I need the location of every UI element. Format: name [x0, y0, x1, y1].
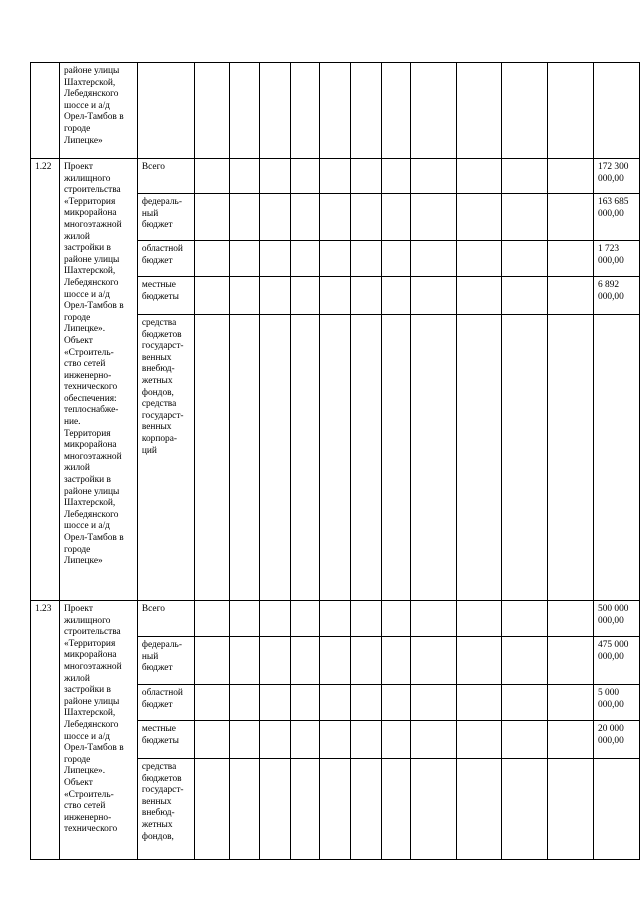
value-cell [502, 241, 548, 277]
table-row [31, 601, 640, 637]
value-cell [291, 637, 320, 685]
value-cell [548, 277, 594, 315]
value-cell [320, 601, 351, 637]
value-cell [194, 759, 229, 860]
value-cell [320, 63, 351, 159]
value-cell [259, 601, 291, 637]
value-cell [229, 63, 259, 159]
value-cell [382, 63, 411, 159]
value-cell [456, 759, 502, 860]
value-cell [259, 194, 291, 241]
value-cell [456, 277, 502, 315]
value-cell [291, 277, 320, 315]
value-cell [291, 241, 320, 277]
source-cell: федераль- ный бюджет [137, 637, 194, 685]
value-cell [320, 194, 351, 241]
value-cell [320, 315, 351, 601]
value-cell [351, 63, 382, 159]
total-cell: 6 892 000,00 [594, 277, 640, 315]
source-cell: местные бюджеты [137, 277, 194, 315]
value-cell [291, 721, 320, 759]
value-cell [410, 63, 456, 159]
value-cell [259, 721, 291, 759]
value-cell [291, 194, 320, 241]
financing-table [30, 62, 640, 860]
source-cell: областной бюджет [137, 241, 194, 277]
source-cell: областной бюджет [137, 685, 194, 721]
value-cell [548, 194, 594, 241]
value-cell [194, 601, 229, 637]
value-cell [229, 721, 259, 759]
value-cell [456, 159, 502, 194]
source-cell: Всего [137, 601, 194, 637]
value-cell [229, 601, 259, 637]
value-cell [548, 315, 594, 601]
value-cell [320, 685, 351, 721]
value-cell [291, 159, 320, 194]
value-cell [259, 277, 291, 315]
value-cell [382, 759, 411, 860]
total-cell: 1 723 000,00 [594, 241, 640, 277]
value-cell [456, 685, 502, 721]
value-cell [456, 241, 502, 277]
value-cell [382, 159, 411, 194]
row-number-cell: 1.23 [31, 601, 60, 860]
value-cell [382, 315, 411, 601]
value-cell [456, 194, 502, 241]
value-cell [410, 721, 456, 759]
value-cell [502, 194, 548, 241]
value-cell [259, 63, 291, 159]
value-cell [291, 601, 320, 637]
value-cell [320, 159, 351, 194]
source-cell: Всего [137, 159, 194, 194]
source-cell: федераль- ный бюджет [137, 194, 194, 241]
value-cell [410, 241, 456, 277]
total-cell: 163 685 000,00 [594, 194, 640, 241]
value-cell [351, 721, 382, 759]
value-cell [410, 759, 456, 860]
row-number-cell: 1.22 [31, 159, 60, 601]
value-cell [548, 601, 594, 637]
value-cell [502, 601, 548, 637]
total-cell [594, 315, 640, 601]
value-cell [194, 194, 229, 241]
value-cell [229, 159, 259, 194]
value-cell [502, 315, 548, 601]
value-cell [502, 685, 548, 721]
value-cell [548, 685, 594, 721]
value-cell [548, 721, 594, 759]
value-cell [502, 63, 548, 159]
value-cell [502, 721, 548, 759]
value-cell [548, 637, 594, 685]
value-cell [382, 685, 411, 721]
value-cell [382, 721, 411, 759]
value-cell [410, 601, 456, 637]
source-cell: местные бюджеты [137, 721, 194, 759]
value-cell [194, 637, 229, 685]
value-cell [382, 277, 411, 315]
value-cell [229, 277, 259, 315]
value-cell [548, 63, 594, 159]
project-title-cell: районе улицы Шахтерской, Лебедянского шоссе и а/д Орел-Тамбов в городе Липецке» [59, 63, 137, 159]
value-cell [410, 637, 456, 685]
total-cell: 5 000 000,00 [594, 685, 640, 721]
value-cell [291, 315, 320, 601]
value-cell [351, 685, 382, 721]
value-cell [351, 241, 382, 277]
value-cell [410, 685, 456, 721]
value-cell [259, 315, 291, 601]
value-cell [502, 277, 548, 315]
value-cell [229, 759, 259, 860]
value-cell [229, 637, 259, 685]
value-cell [320, 637, 351, 685]
project-title-cell: Проект жилищного строительства «Территория микрорайона многоэтажной жилой застройки в районе улицы Шахтерской, Лебедянского шоссе и а/д Орел-Тамбов в городе Липецке». Объект «Строитель- ство сетей инженерно- технического обеспечения: теплоснабже- ние. Территория микрорайона многоэтажной жилой застройки в районе улицы Шахтерской, Лебедянского шоссе и а/д Орел-Тамбов в городе Липецке» [59, 159, 137, 601]
value-cell [548, 759, 594, 860]
value-cell [382, 601, 411, 637]
value-cell [229, 194, 259, 241]
value-cell [456, 315, 502, 601]
value-cell [291, 63, 320, 159]
value-cell [382, 194, 411, 241]
value-cell [194, 241, 229, 277]
total-cell: 20 000 000,00 [594, 721, 640, 759]
value-cell [291, 685, 320, 721]
value-cell [259, 159, 291, 194]
value-cell [320, 277, 351, 315]
value-cell [456, 63, 502, 159]
value-cell [410, 315, 456, 601]
table-row [31, 159, 640, 194]
value-cell [351, 159, 382, 194]
source-cell: средства бюджетов государст- венных внебюд- жетных фондов, средства государст- венных корпора- ций [137, 315, 194, 601]
value-cell [194, 159, 229, 194]
source-cell [137, 63, 194, 159]
value-cell [229, 685, 259, 721]
value-cell [456, 601, 502, 637]
value-cell [351, 194, 382, 241]
value-cell [259, 759, 291, 860]
total-cell: 475 000 000,00 [594, 637, 640, 685]
value-cell [194, 721, 229, 759]
total-cell [594, 63, 640, 159]
total-cell [594, 759, 640, 860]
value-cell [548, 159, 594, 194]
row-number-cell [31, 63, 60, 159]
value-cell [320, 759, 351, 860]
value-cell [229, 241, 259, 277]
value-cell [502, 759, 548, 860]
value-cell [194, 685, 229, 721]
value-cell [229, 315, 259, 601]
value-cell [194, 277, 229, 315]
value-cell [259, 241, 291, 277]
value-cell [351, 601, 382, 637]
value-cell [351, 759, 382, 860]
value-cell [320, 241, 351, 277]
source-cell: средства бюджетов государст- венных внебюд- жетных фондов, [137, 759, 194, 860]
total-cell: 500 000 000,00 [594, 601, 640, 637]
value-cell [410, 194, 456, 241]
value-cell [502, 637, 548, 685]
value-cell [382, 637, 411, 685]
table-row-continuation [31, 63, 640, 159]
value-cell [351, 637, 382, 685]
value-cell [456, 721, 502, 759]
value-cell [291, 759, 320, 860]
value-cell [456, 637, 502, 685]
value-cell [410, 159, 456, 194]
project-title-cell: Проект жилищного строительства «Территория микрорайона многоэтажной жилой застройки в районе улицы Шахтерской, Лебедянского шоссе и а/д Орел-Тамбов в городе Липецке». Объект «Строитель- ство сетей инженерно- технического [59, 601, 137, 860]
total-cell: 172 300 000,00 [594, 159, 640, 194]
value-cell [351, 277, 382, 315]
value-cell [548, 241, 594, 277]
value-cell [259, 637, 291, 685]
value-cell [351, 315, 382, 601]
value-cell [259, 685, 291, 721]
value-cell [382, 241, 411, 277]
value-cell [320, 721, 351, 759]
value-cell [410, 277, 456, 315]
value-cell [194, 315, 229, 601]
value-cell [194, 63, 229, 159]
value-cell [502, 159, 548, 194]
